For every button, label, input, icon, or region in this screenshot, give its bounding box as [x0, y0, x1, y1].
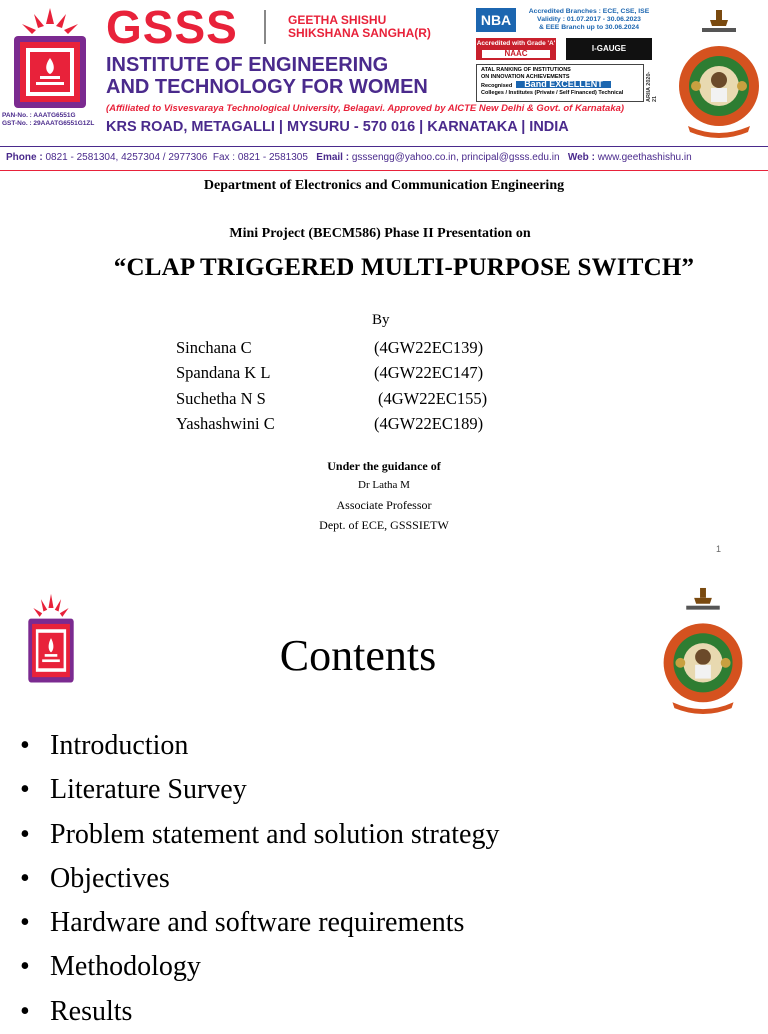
org-name-line1: GEETHA SHISHU	[288, 13, 387, 27]
accreditation-panel	[472, 6, 658, 102]
fax-value: 0821 - 2581305	[237, 152, 308, 163]
guidance-heading: Under the guidance of	[327, 459, 441, 473]
list-item-label: Results	[50, 995, 133, 1027]
list-item	[20, 724, 499, 768]
list-item-label: Hardware and software requirements	[50, 907, 465, 939]
page-number: 1	[716, 544, 722, 554]
list-item-label: Introduction	[50, 730, 189, 761]
bullet-icon: •	[20, 995, 30, 1027]
contents-heading: Contents	[279, 631, 437, 680]
contents-list	[20, 724, 499, 1034]
nba-details	[522, 8, 656, 32]
vtu-seal-icon	[676, 8, 762, 140]
naac-badge	[476, 38, 556, 60]
institute-name-line1: INSTITUTE OF ENGINEERING	[106, 54, 389, 76]
student-name: Suchetha N S	[176, 389, 266, 408]
list-item	[20, 990, 499, 1034]
institute-name-line2: AND TECHNOLOGY FOR WOMEN	[106, 76, 428, 98]
gsss-logo-icon	[4, 6, 96, 112]
list-item	[20, 945, 499, 989]
header-rule	[0, 146, 768, 147]
list-item-label: Methodology	[50, 951, 201, 983]
atal-year: ARIIA 2020-21	[646, 71, 658, 102]
contact-rule	[0, 170, 768, 171]
atal-band: Band EXCELLENT	[516, 81, 611, 88]
email-value: gsssengg@yahoo.co.in, principal@gsss.edu.in	[351, 152, 560, 163]
bullet-icon: •	[20, 951, 30, 983]
atal-line1: ATAL RANKING OF INSTITUTIONS	[481, 67, 571, 73]
student-name: Spandana K L	[176, 363, 271, 382]
project-title: “CLAP TRIGGERED MULTI-PURPOSE SWITCH”	[113, 254, 695, 281]
guide-name: Dr Latha M	[358, 479, 410, 491]
list-item-label: Literature Survey	[50, 774, 247, 806]
atal-ranking-badge	[476, 64, 644, 102]
org-full-name	[288, 14, 431, 40]
student-name: Sinchana C	[176, 338, 252, 357]
list-item-label: Problem statement and solution strategy	[50, 818, 500, 850]
guide-department: Dept. of ECE, GSSSIETW	[319, 518, 449, 532]
by-label: By	[372, 312, 390, 328]
web-label: Web :	[567, 152, 595, 163]
address-text: KRS ROAD, METAGALLI | MYSURU - 570 016 | KARNATAKA | INDIA	[106, 119, 569, 135]
naac-line1: Accredited	[476, 40, 511, 47]
naac-line2: with Grade 'A'	[512, 40, 556, 47]
igauge-badge: I-GAUGE	[566, 38, 652, 60]
student-name: Yashashwini C	[176, 414, 275, 433]
atal-line3: Colleges / Institutes (Private / Self Financed) Technical	[481, 90, 624, 96]
list-item-label: Objectives	[50, 862, 170, 894]
contact-line	[6, 152, 692, 163]
list-item	[20, 857, 499, 901]
mini-project-subtitle: Mini Project (BECM586) Phase II Presentation on	[229, 226, 531, 241]
student-usn: (4GW22EC147)	[374, 363, 484, 382]
email-label: Email :	[316, 152, 350, 163]
org-name-line2: SHIKSHANA SANGHA(R)	[288, 26, 431, 40]
bullet-icon: •	[20, 730, 30, 761]
department-name: Department of Electronics and Communication Engineering	[203, 178, 565, 193]
fax-label: Fax :	[212, 152, 236, 163]
nba-line1: Accredited Branches : ECE, CSE, ISE	[528, 8, 650, 15]
nba-badge: NBA	[476, 8, 516, 32]
student-usn: (4GW22EC155)	[378, 389, 488, 408]
affiliation-text: (Affiliated to Visvesvaraya Technological University, Belagavi. Approved by AICTE New Delhi & Govt. of Karnataka)	[106, 103, 625, 114]
pan-number: PAN-No. : AAATG6551G	[2, 112, 76, 119]
gst-number: GST-No. : 29AAATG6551G1ZL	[2, 120, 95, 127]
web-value: www.geethashishu.in	[597, 152, 692, 163]
guide-title: Associate Professor	[336, 498, 432, 512]
bullet-icon: •	[20, 774, 30, 806]
student-usn: (4GW22EC189)	[374, 414, 484, 433]
org-short-name: GSSS	[106, 1, 238, 53]
list-item	[20, 768, 499, 812]
phone-label: Phone :	[6, 152, 43, 163]
bullet-icon: •	[20, 907, 30, 939]
student-usn: (4GW22EC139)	[374, 338, 484, 357]
list-item	[20, 901, 499, 945]
atal-recognised: Recognised	[481, 83, 513, 89]
nba-line2: Validity : 01.07.2017 - 30.06.2023	[537, 16, 641, 23]
header-divider	[264, 10, 266, 44]
phone-value: 0821 - 2581304, 4257304 / 2977306	[45, 152, 208, 163]
tax-ids	[2, 112, 94, 128]
bullet-icon: •	[20, 818, 30, 850]
bullet-icon: •	[20, 862, 30, 894]
naac-label: NAAC	[482, 50, 550, 58]
nba-line3: & EEE Branch up to 30.06.2024	[538, 24, 640, 31]
atal-line2: ON INNOVATION ACHIEVEMENTS	[481, 74, 570, 80]
list-item	[20, 813, 499, 857]
